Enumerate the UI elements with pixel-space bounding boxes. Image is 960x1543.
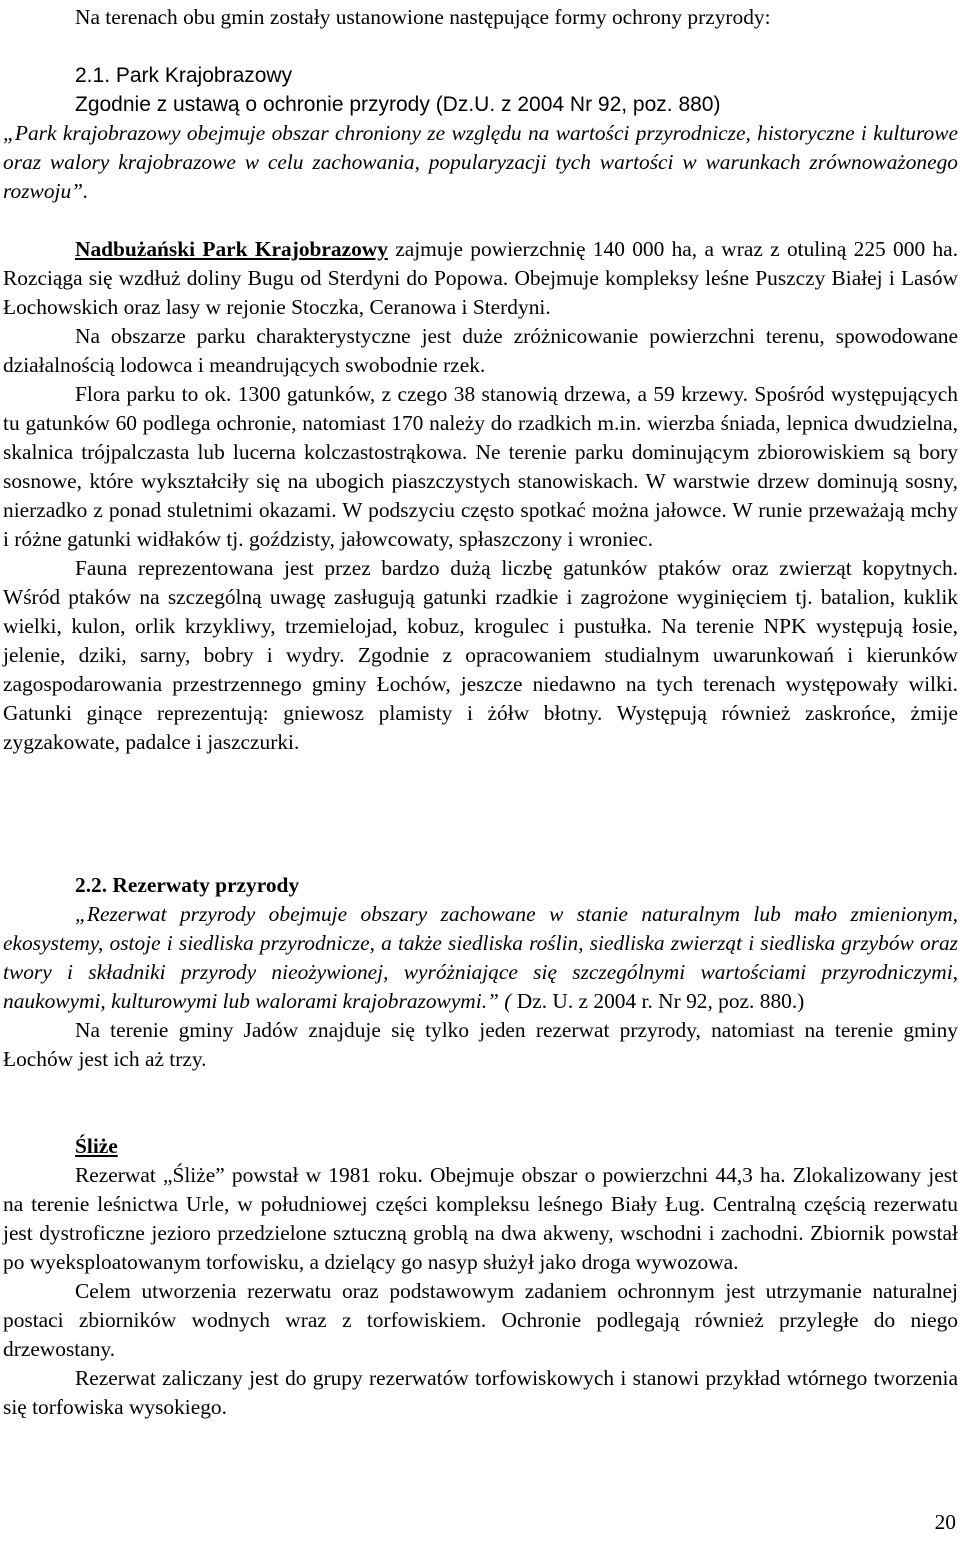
page-number: 20 [934, 1510, 956, 1534]
npk-paragraph-text: zajmuje powierzchnię 140 000 ha, a wraz z otuliną 225 000 ha. Rozciąga się wzdłuż doliny Bugu od Sterdyni do Popowa. Obejmuje kompleksy leśne Puszczy Białej i Lasów Łochowskich oraz lasy w rejonie Stoczka, Ceranowa i Sterdyni. [3, 237, 958, 319]
slize-paragraph-3: Rezerwat zaliczany jest do grupy rezerwatów torfowiskowych i stanowi przykład wtórnego tworzenia się torfowiska wysokiego. [3, 1366, 958, 1419]
slize-paragraph-2: Celem utworzenia rezerwatu oraz podstawowym zadaniem ochronnym jest utrzymanie naturalnej postaci zbiorników wodnych wraz z torfowiskiem. Ochronie podlegają również przyległe do niego drzewostany. [3, 1279, 958, 1361]
slize-heading: Śliże [75, 1134, 118, 1158]
section-heading-reserves: 2.2. Rezerwaty przyrody [75, 873, 300, 897]
section-park [3, 3, 958, 757]
intro-text: Na terenach obu gmin zostały ustanowione następujące formy ochrony przyrody: [75, 5, 771, 29]
section-slize [3, 1132, 958, 1422]
terrain-paragraph: Na obszarze parku charakterystyczne jest duże zróżnicowanie powierzchni terenu, spowodowane działalnością lodowca i meandrujących swobodnie rzek. [3, 324, 958, 377]
npk-name: Nadbużański Park Krajobrazowy [75, 237, 388, 261]
section-reserves [3, 871, 958, 1074]
legal-reference: Zgodnie z ustawą o ochronie przyrody (Dz.U. z 2004 Nr 92, poz. 880) [75, 93, 721, 116]
slize-paragraph-1: Rezerwat „Śliże” powstał w 1981 roku. Obejmuje obszar o powierzchni 44,3 ha. Zlokalizowany jest na terenie leśnictwa Urle, w południowej części kompleksu leśnego Biały Ług. Centralną częścią rezerwatu jest dystroficzne jezioro przedzielone sztuczną groblą na dwa akweny, wschodni i zachodni. Zbiornik powstał po wyeksploatowanym torfowisku, a dzielący go nasyp służył jako droga wywozowa. [3, 1163, 958, 1274]
npk-paragraph [3, 235, 958, 322]
reserve-definition-italic: „Rezerwat przyrody obejmuje obszary zachowane w stanie naturalnym lub mało zmienionym, ekosystemy, ostoje i siedliska przyrodnicze, a także siedliska roślin, siedliska zwierząt i siedliska grzybów oraz twory i składniki przyrody nieożywionej, wyróżniające się szczególnymi wartościami przyrodniczymi, naukowymi, kulturowymi lub walorami krajobrazowymi.” ( [3, 902, 958, 1013]
fauna-paragraph: Fauna reprezentowana jest przez bardzo dużą liczbę gatunków ptaków oraz zwierząt kopytnych. Wśród ptaków na szczególną uwagę zasługują gatunki rzadkie i zagrożone wyginięciem tj. batalion, kuklik wielki, kulon, orlik krzykliwy, trzemielojad, kobuz, krogulec i pustułka. Na terenie NPK występują łosie, jelenie, dziki, sarny, bobry i wydry. Zgodnie z opracowaniem studialnym uwarunkowań i kierunków zagospodarowania przestrzennego gminy Łochów, jeszcze niedawno na tych terenach występowały wilki. Gatunki ginące reprezentują: gniewosz plamisty i żółw błotny. Występują również zaskrońce, żmije zygzakowate, padalce i jaszczurki. [3, 556, 958, 754]
reserve-definition [3, 900, 958, 1016]
flora-paragraph: Flora parku to ok. 1300 gatunków, z czego 38 stanowią drzewa, a 59 krzewy. Spośród występujących tu gatunków 60 podlega ochronie, natomiast 170 należy do rzadkich m.in. wierzba śniada, lepnica dwudzielna, skalnica trójpalczasta lub lucerna kolczastostrąkowa. Ne terenie parku dominującym zbiorowiskiem są bory sosnowe, które wykształciły się na ubogich piaszczystych stanowiskach. W warstwie drzew dominują sosny, nierzadko z ponad stuletnimi okazami. W podszyciu często spotkać można jałowce. W runie przeważają mchy i różne gatunki widłaków tj. goździsty, jałowcowaty, spłaszczony i wroniec. [3, 382, 958, 551]
reserves-count-paragraph: Na terenie gminy Jadów znajduje się tylko jeden rezerwat przyrody, natomiast na terenie gminy Łochów jest ich aż trzy. [3, 1018, 958, 1071]
park-definition: „Park krajobrazowy obejmuje obszar chroniony ze względu na wartości przyrodnicze, historyczne i kulturowe oraz walory krajobrazowe w celu zachowania, popularyzacji tych wartości w warunkach zrównoważonego rozwoju”. [3, 121, 958, 203]
reserve-definition-ref: Dz. U. z 2004 r. Nr 92, poz. 880.) [511, 989, 805, 1013]
section-heading-park: 2.1. Park Krajobrazowy [75, 64, 293, 87]
